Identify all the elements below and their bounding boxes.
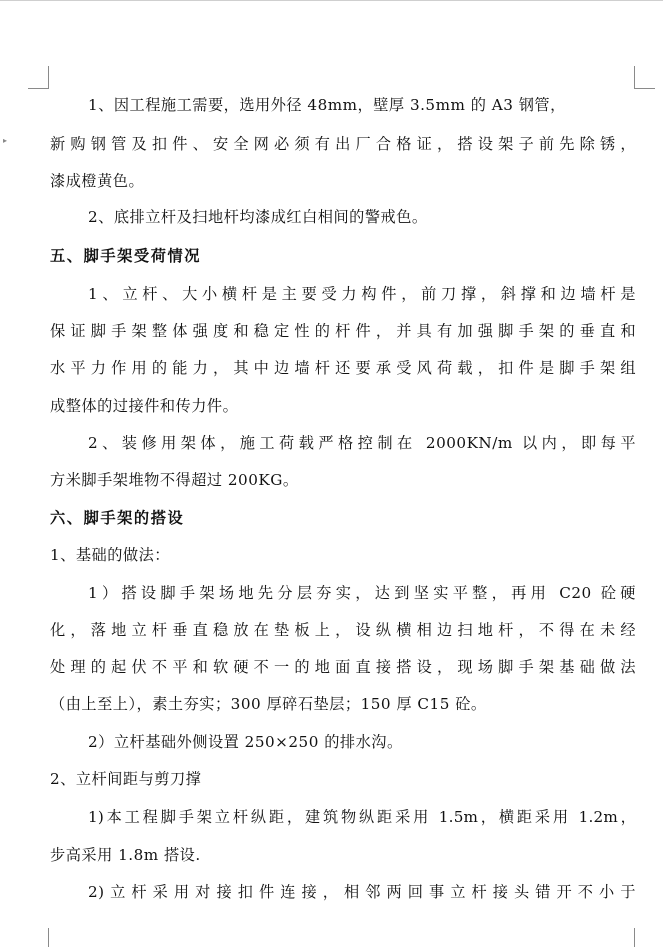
paragraph-line: 1、因工程施工需要，选用外径 48mm，壁厚 3.5mm 的 A3 钢管， [88,96,566,114]
paragraph-line: 1）搭设脚手架场地先分层夯实，达到坚实平整，再用 C20 砼硬 [88,584,636,602]
bottom-right-corner-mark [634,928,635,947]
paragraph-line: 方米脚手架堆物不得超过 200KG。 [50,471,299,489]
paragraph-line: 2、底排立杆及扫地杆均漆成红白相间的警戒色。 [88,208,428,226]
top-right-corner-mark-horizontal [634,88,655,89]
paragraph-line: 2)立杆采用对接扣件连接，相邻两回事立杆接头错开不小于 [88,883,636,901]
section-heading: 六、脚手架的搭设 [50,509,185,527]
paragraph-line: 1、立杆、大小横杆是主要受力构件，前刀撑，斜撑和边墙杆是 [88,285,636,303]
section-heading: 五、脚手架受荷情况 [50,247,202,265]
subsection-heading: 1、基础的做法： [50,546,170,564]
bottom-left-corner-mark [48,928,49,947]
paragraph-line: 1)本工程脚手架立杆纵距，建筑物纵距采用 1.5m，横距采用 1.2m， [88,808,636,826]
paragraph-line: 2、装修用架体，施工荷载严格控制在 2000KN/m 以内，即每平 [88,434,636,452]
subsection-heading: 2、立杆间距与剪刀撑 [50,770,202,788]
paragraph-line: 化，落地立杆垂直稳放在垫板上，设纵横相边扫地杆，不得在未经 [50,621,636,639]
paragraph-line: （由上至上），素土夯实；300 厚碎石垫层；150 厚 C15 砼。 [50,695,487,713]
paragraph-line: 2）立杆基础外侧设置 250×250 的排水沟。 [88,733,403,751]
paragraph-line: 新购钢管及扣件、安全网必须有出厂合格证，搭设架子前先除锈， [50,135,636,153]
top-left-corner-mark-horizontal [28,88,49,89]
paragraph-line: 水平力作用的能力，其中边墙杆还要承受风荷载，扣件是脚手架组 [50,359,636,377]
page-top-border [0,0,663,1]
top-right-corner-mark-vertical [634,66,635,88]
paragraph-line: 成整体的过接件和传力件。 [50,397,239,415]
paragraph-line: 漆成橙黄色。 [50,172,145,190]
collapse-marker-icon[interactable]: ▸ [3,136,8,145]
paragraph-line: 保证脚手架整体强度和稳定性的杆件，并具有加强脚手架的垂直和 [50,322,636,340]
paragraph-line: 处理的起伏不平和软硬不一的地面直接搭设，现场脚手架基础做法 [50,658,636,676]
top-left-corner-mark-vertical [48,66,49,88]
paragraph-line: 步高采用 1.8m 搭设. [50,846,201,864]
